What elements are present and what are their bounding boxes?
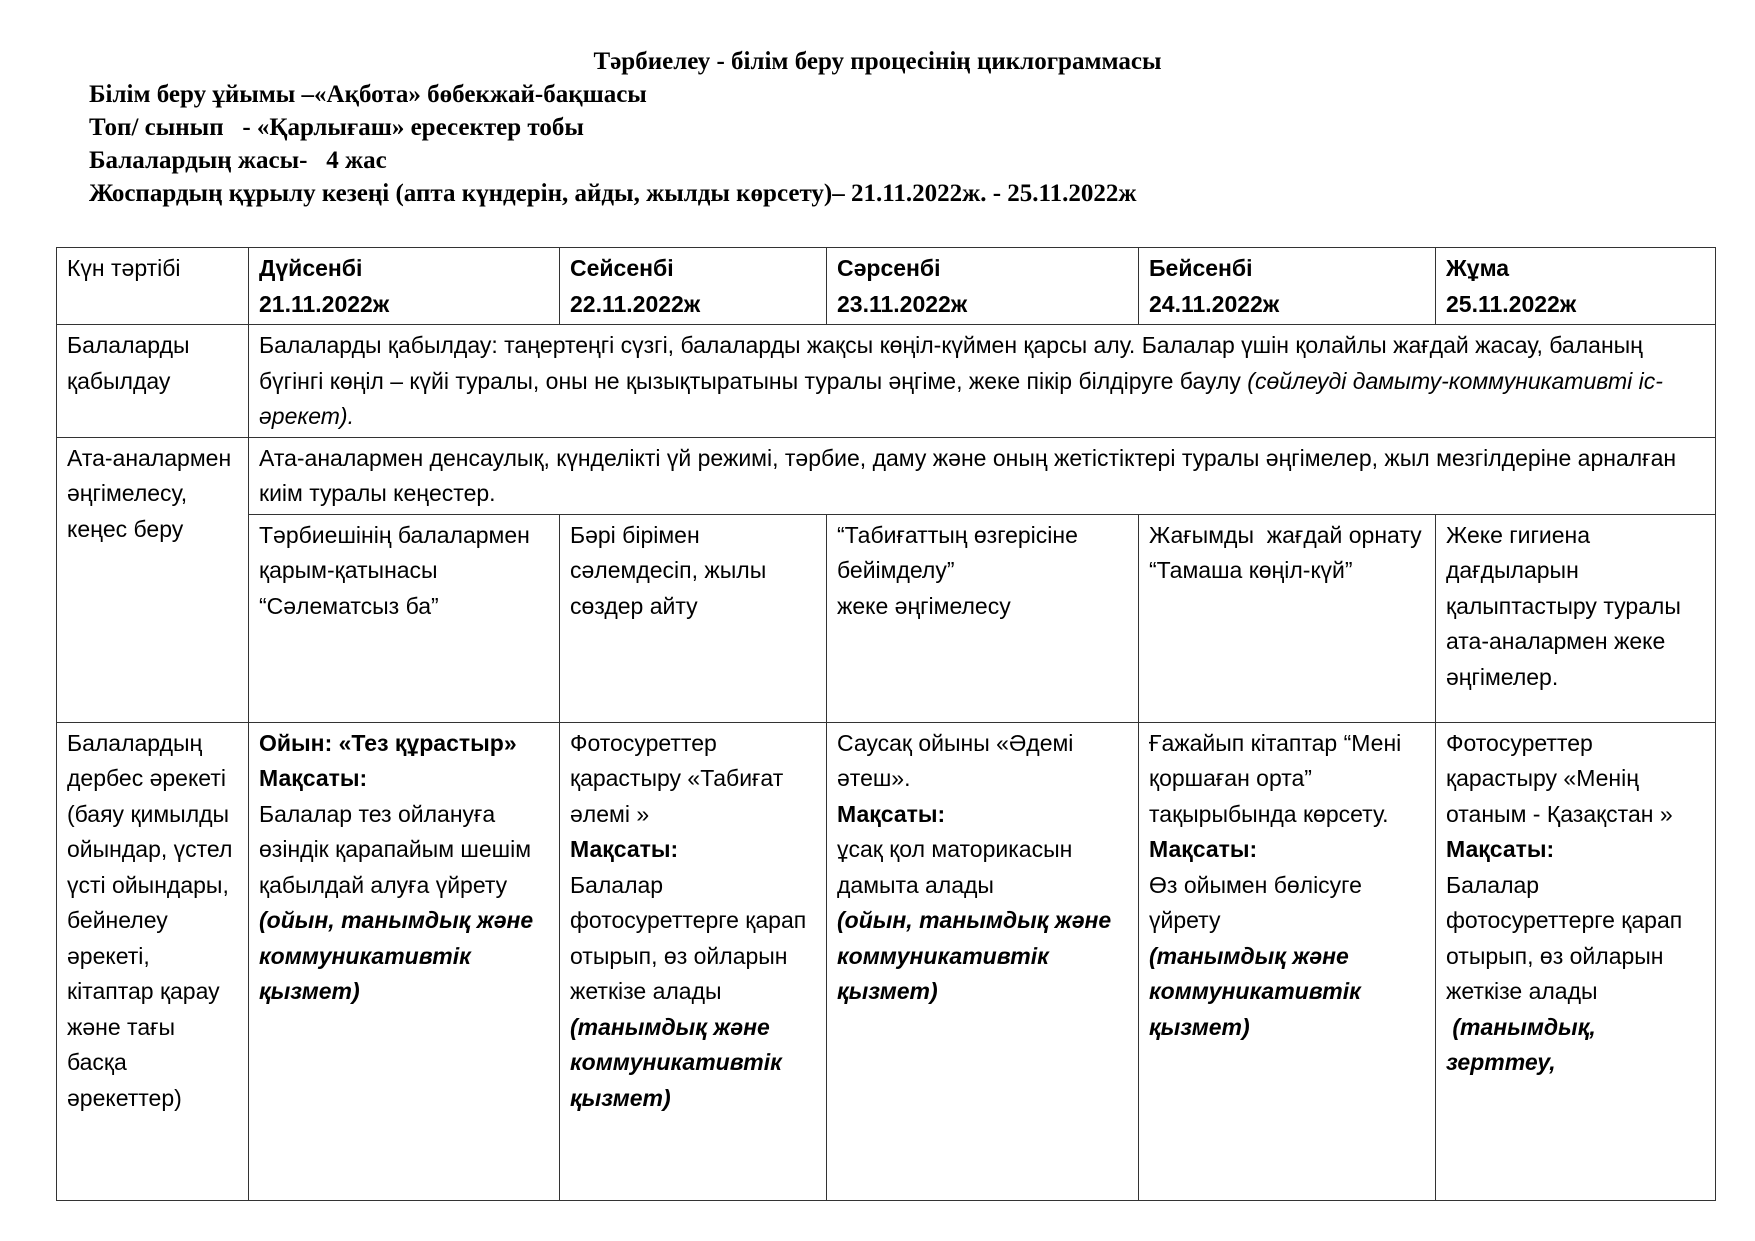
day-date: 21.11.2022ж [259,290,390,317]
activity-intro: Фотосуреттер қарастыру «Табиғат әлемі » [570,729,784,827]
activity-cell-friday [1436,722,1716,1200]
row-label-parents [57,437,249,722]
goal-text: ұсақ қол маторикасын дамыта алады [837,836,1073,898]
row-label-text: Ата-аналармен әңгімелесу, кеңес беру [67,444,232,542]
parents-general-text: Ата-аналармен денсаулық, күнделікті үй режимі, тәрбие, даму және оның жетістіктері туралы әңгімелер, жыл мезгілдеріне арналған киім туралы кеңестер. [259,444,1677,506]
schedule-table [56,247,1716,1201]
parents-text: Жағымды жағдай орнату “Тамаша көңіл-күй” [1149,521,1422,583]
day-date: 22.11.2022ж [570,290,701,317]
activity-cell-wednesday [827,722,1139,1200]
parents-cell-thursday [1139,514,1436,722]
activity-note: (ойын, танымдық және коммуникативтік қызмет) [837,907,1112,1004]
activity-intro: Саусақ ойыны «Әдемі әтеш». [837,729,1074,791]
age-line: Балалардың жасы- 4 жас [89,147,387,174]
reception-text: Балаларды қабылдау: таңертеңгі сүзгі, балаларды жақсы көңіл-күймен қарсы алу. Балалар үшін қолайлы жағдай жасау, баланың бүгінгі көңіл – күйі туралы, оны не қызықтыратыны туралы әңгіме, жеке пікір білдіруге баулу [259,332,1643,394]
day-header-monday [249,248,560,325]
parents-days-row [57,514,1716,722]
parents-cell-friday [1436,514,1716,722]
activity-intro: Фотосуреттер қарастыру «Менің отаным - Қазақстан » [1446,729,1673,827]
corner-cell [57,248,249,325]
goal-label: Мақсаты: [1149,836,1258,862]
goal-label: Мақсаты: [259,765,368,791]
activity-note: (ойын, танымдық және коммуникативтік қызмет) [259,907,534,1004]
reception-note: (сөйлеуді дамыту-коммуникативті іс-әрекет). [259,367,1663,429]
parents-text: “Табиғаттың өзгерісіне бейімделу” жеке әңгімелесу [837,521,1078,619]
goal-label: Мақсаты: [837,800,946,827]
activity-row [57,722,1716,1200]
day-date: 24.11.2022ж [1149,290,1280,317]
activity-title: Ойын: «Тез құрастыр» [259,729,517,756]
corner-label: Күн тәртібі [67,255,181,281]
goal-text: Балалар тез ойлануға өзіндік қарапайым шешім қабылдай алуға үйрету [259,800,532,898]
parents-text: Жеке гигиена дағдыларын қалыптастыру туралы ата-аналармен жеке әңгімелер. [1446,521,1688,690]
day-name: Сәрсенбі [837,255,941,281]
day-header-thursday [1139,248,1436,325]
activity-intro: Ғажайып кітаптар “Мені қоршаған орта” тақырыбында көрсету. [1149,729,1402,827]
goal-text: Өз ойымен бөлісуге үйрету [1149,871,1362,933]
row-label-text: Балаларды қабылдау [67,332,190,394]
day-name: Дүйсенбі [259,255,363,281]
activity-cell-monday [249,722,560,1200]
parents-general-row [57,437,1716,514]
day-date: 23.11.2022ж [837,290,968,317]
day-date: 25.11.2022ж [1446,290,1577,317]
group-line: Топ/ сынып - «Қарлығаш» ересектер тобы [89,114,584,141]
day-header-tuesday [560,248,827,325]
day-name: Жұма [1446,255,1510,281]
reception-row [57,325,1716,438]
parents-text: Тәрбиешінің балалармен қарым-қатынасы “Сәлематсыз ба” [259,521,530,619]
organization-line: Білім беру ұйымы –«Ақбота» бөбекжай-бақшасы [89,81,647,108]
document-title: Тәрбиелеу - білім беру процесінің циклограммасы [593,48,1162,75]
day-header-friday [1436,248,1716,325]
activity-note: (танымдық және коммуникативтік қызмет) [570,1013,782,1111]
goal-text: Балалар фотосуреттерге қарап отырып, өз ойларын жеткізе алады [1446,871,1683,1004]
row-label-reception [57,325,249,438]
reception-text-cell [249,325,1716,438]
parents-text: Бәрі бірімен сәлемдесіп, жылы сөздер айту [570,521,773,619]
activity-note: (танымдық және коммуникативтік қызмет) [1149,942,1361,1040]
parents-cell-tuesday [560,514,827,722]
row-label-activity [57,722,249,1200]
activity-note: (танымдық, зерттеу, [1446,1013,1603,1075]
parents-general-cell [249,437,1716,514]
goal-label: Мақсаты: [1446,836,1555,862]
goal-text: Балалар фотосуреттерге қарап отырып, өз ойларын жеткізе алады [570,871,807,1004]
parents-cell-wednesday [827,514,1139,722]
goal-label: Мақсаты: [570,836,679,862]
day-name: Сейсенбі [570,255,674,281]
days-header-row [57,248,1716,325]
day-header-wednesday [827,248,1139,325]
period-line: Жоспардың құрылу кезеңі (апта күндерін, айды, жылды көрсету)– 21.11.2022ж. - 25.11.2022ж [89,180,1137,207]
row-label-text: Балалардың дербес әрекеті (баяу қимылды ойындар, үстел үсті ойындары, бейнелеу әрекеті, кітаптар қарау және тағы басқа әрекеттер) [67,729,233,1111]
day-name: Бейсенбі [1149,255,1253,281]
parents-cell-monday [249,514,560,722]
activity-cell-tuesday [560,722,827,1200]
activity-cell-thursday [1139,722,1436,1200]
